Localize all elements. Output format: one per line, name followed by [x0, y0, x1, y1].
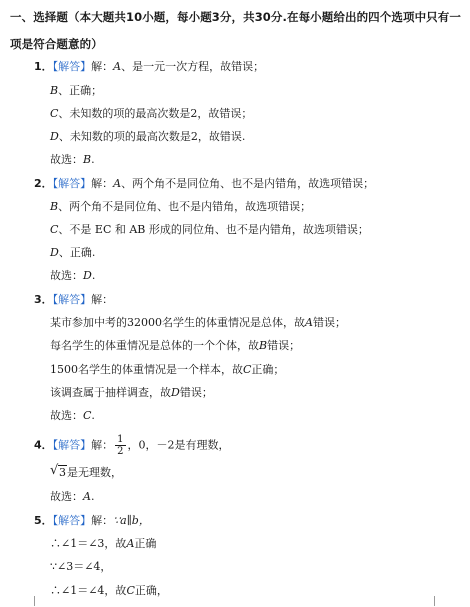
q3-l5-post: 错误； — [179, 386, 213, 399]
section-title-line1: 一、选择题（本大题共10小题，每小题3分，共30分.在每小题给出的四个选项中只有一 — [10, 10, 461, 24]
q1-l1-pre: 解： — [91, 60, 114, 73]
answer-tag: 【解答】 — [52, 438, 92, 452]
q2-l3-text: 、不是 EC 和 AB 形成的同位角、也不是内错角，故选项错误； — [58, 223, 369, 236]
q1-line5 — [50, 153, 95, 167]
q3-line5 — [50, 386, 213, 400]
q2-line4 — [50, 246, 95, 260]
q3-line6 — [50, 409, 95, 423]
answer-tag: 【解答】 — [52, 60, 92, 73]
q3-l3-pre: 每名学生的体重情况是总体的一个个体，故 — [50, 339, 259, 352]
q2-l3-option: C — [50, 223, 59, 236]
q4-l1-pre: 解： — [91, 438, 114, 452]
fraction-numerator: 1 — [117, 434, 124, 445]
q1-l5-pre: 故选： — [50, 153, 83, 166]
q3-line4 — [50, 363, 284, 377]
q2-l4-option: D — [50, 246, 59, 259]
q5-l1-pre: 解： — [91, 514, 114, 527]
q1-l2-option: B — [50, 84, 59, 97]
q2-l1-text: 、两个角不是同位角、也不是内错角，故选项错误； — [121, 177, 375, 190]
q5-l4-text: ∴∠1＝∠4，故 — [50, 584, 127, 597]
q2-l2-text: 、两个角不是同位角、也不是内错角，故选项错误； — [58, 200, 312, 213]
q3-l2-pre: 某市参加中考的32000名学生的体重情况是总体，故 — [50, 316, 305, 329]
q1-line1 — [34, 60, 264, 74]
fraction-denominator: 2 — [117, 446, 124, 457]
q3-l1-pre: 解： — [91, 293, 114, 306]
q2-l1-pre: 解： — [91, 177, 114, 190]
section-title-line2: 项是符合题意的） — [10, 37, 103, 51]
q4-l2-post: 是无理数， — [67, 466, 122, 479]
q5-l4-option: C — [126, 584, 135, 597]
q3-l2-option: A — [305, 316, 313, 329]
q4-l3-pre: 故选： — [50, 490, 83, 503]
radical-sign-icon: √ — [50, 463, 59, 478]
q2-l5-option: D — [83, 269, 92, 282]
q5-l4-post: 正确， — [134, 584, 168, 597]
q1-l5-post: . — [91, 153, 95, 166]
q1-line3 — [50, 107, 252, 121]
square-root — [50, 463, 67, 480]
q3-l4-post: 正确； — [251, 363, 285, 376]
q3-l3-option: B — [259, 339, 268, 352]
q5-l2-text: ∴∠1＝∠3，故 — [50, 537, 127, 550]
q5-line2 — [50, 537, 156, 551]
q3-number: 3． — [34, 293, 53, 306]
q4-line2 — [50, 463, 122, 480]
answer-tag: 【解答】 — [52, 514, 92, 527]
fraction-one-half — [115, 434, 125, 457]
q3-l3-post: 错误； — [267, 339, 301, 352]
q4-line1 — [34, 434, 230, 457]
q3-l6-option: C — [83, 409, 92, 422]
q3-l6-post: . — [91, 409, 95, 422]
q5-l3-text: ∵∠3＝∠4， — [50, 560, 112, 573]
q2-line5 — [50, 269, 95, 283]
q4-l1-post: ，0，－2是有理数， — [127, 438, 230, 452]
q1-l4-option: D — [50, 130, 59, 143]
q2-l5-post: . — [91, 269, 96, 282]
q1-l4-text: 、未知数的项的最高次数是2，故错误. — [58, 130, 246, 143]
q1-l1-option: A — [113, 60, 122, 73]
q5-number: 5． — [34, 514, 53, 527]
q4-number: 4． — [34, 438, 53, 452]
q5-l2-post: 正确 — [134, 537, 157, 550]
q5-line4 — [50, 584, 168, 598]
q3-line1 — [34, 293, 113, 307]
page-corner-mark-right — [434, 596, 445, 606]
q1-line2 — [50, 84, 102, 98]
q2-l5-pre: 故选： — [50, 269, 83, 282]
q3-l2-post: 错误； — [312, 316, 346, 329]
q5-l1-math: ∵a∥b， — [113, 514, 150, 527]
q3-l6-pre: 故选： — [50, 409, 83, 422]
q1-l2-text: 、正确； — [58, 84, 103, 97]
q1-l5-option: B — [83, 153, 92, 166]
radicand: 3 — [59, 466, 66, 479]
q1-l3-option: C — [50, 107, 59, 120]
q2-line3 — [50, 223, 369, 237]
q1-l1-text: 、是一元一次方程，故错误； — [121, 60, 265, 73]
q3-l4-pre: 1500名学生的体重情况是一个样本，故 — [50, 363, 243, 376]
q2-l4-text: 、正确. — [58, 246, 96, 259]
q3-line2 — [50, 316, 346, 330]
q5-l2-option: A — [126, 537, 135, 550]
q4-l3-option: A — [83, 490, 91, 503]
q2-number: 2． — [34, 177, 53, 190]
page-corner-mark-left — [24, 596, 35, 606]
q4-line3 — [50, 490, 94, 504]
q1-line4 — [50, 130, 245, 144]
q1-l3-text: 、未知数的项的最高次数是2，故错误； — [58, 107, 253, 120]
q2-l2-option: B — [50, 200, 59, 213]
q4-l3-post: . — [90, 490, 95, 503]
q5-line1 — [34, 514, 150, 528]
q2-line2 — [50, 200, 311, 214]
q3-l5-option: D — [171, 386, 180, 399]
q3-line3 — [50, 339, 300, 353]
q3-l4-option: C — [243, 363, 252, 376]
q3-l5-pre: 该调查属于抽样调查，故 — [50, 386, 171, 399]
answer-tag: 【解答】 — [52, 177, 92, 190]
q2-line1 — [34, 177, 374, 191]
q1-number: 1． — [34, 60, 53, 73]
q2-l1-option: A — [113, 177, 122, 190]
answer-tag: 【解答】 — [52, 293, 92, 306]
q5-line3 — [50, 560, 111, 574]
